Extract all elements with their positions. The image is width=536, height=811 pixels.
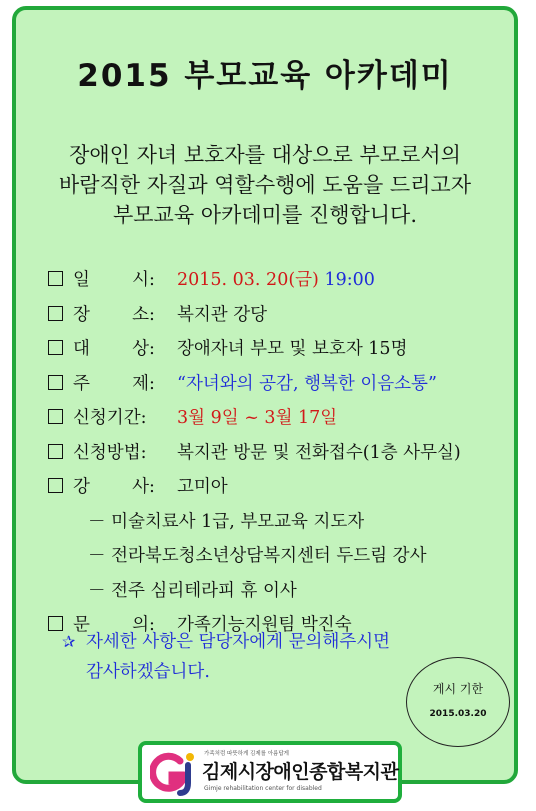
method-value: 복지관 방문 및 전화접수(1층 사무실) <box>177 442 461 463</box>
label-char: 의 <box>132 615 149 635</box>
gj-logo-icon <box>150 751 202 797</box>
checkbox-square-icon <box>48 478 63 493</box>
method-label: 신청방법 <box>73 442 141 463</box>
stamp-date: 2015.03.20 <box>429 709 487 719</box>
stamp-label: 게시 기한 <box>432 682 484 696</box>
label-char: 강 <box>73 477 90 497</box>
info-row-lecturer: 강 사 : 고미아 <box>48 470 498 505</box>
checkbox-square-icon <box>48 306 63 321</box>
date-value: 2015. 03. 20(금) <box>177 270 319 290</box>
logo-name: 김제시장애인종합복지관 <box>202 761 399 783</box>
checkbox-square-icon <box>48 375 63 390</box>
period-label: 신청기간 <box>73 408 141 428</box>
period-value: 3월 9일 ~ 3월 17일 <box>177 408 338 428</box>
info-row-place: 장 소 : 복지관 강당 <box>48 298 498 333</box>
topic-value: “자녀와의 공감, 행복한 이음소통” <box>177 373 437 394</box>
label-char: 제 <box>132 373 149 394</box>
label-char: 시 <box>132 270 149 290</box>
intro-line: 바람직한 자질과 역할수행에 도움을 드리고자 <box>58 173 472 197</box>
target-value: 장애자녀 부모 및 보호자 15명 <box>177 339 408 359</box>
label-char: 주 <box>73 373 90 394</box>
label-char: 상 <box>132 339 149 359</box>
place-value: 복지관 강당 <box>177 304 268 325</box>
label-char: 문 <box>73 615 90 635</box>
info-row-topic: 주 제 : “자녀와의 공감, 행복한 이음소통” <box>48 367 498 402</box>
lecturer-detail: － 전라북도청소년상담복지센터 두드림 강사 <box>88 546 427 566</box>
time-value: 19:00 <box>324 270 375 290</box>
checkbox-square-icon <box>48 271 63 286</box>
organization-logo <box>138 741 402 803</box>
info-row-target: 대 상 : 장애자녀 부모 및 보호자 15명 <box>48 332 498 367</box>
info-list <box>48 263 498 643</box>
info-row-date: 일 시 : 2015. 03. 20(금) 19:00 <box>48 263 498 298</box>
label-char: 일 <box>73 270 90 290</box>
lecturer-detail: － 전주 심리테라피 휴 이사 <box>88 580 297 601</box>
checkbox-square-icon <box>48 409 63 424</box>
info-row-period: 신청기간: 3월 9일 ~ 3월 17일 <box>48 401 498 436</box>
checkbox-square-icon <box>48 444 63 459</box>
label-char: 대 <box>73 339 90 359</box>
note-line: 자세한 사항은 담당자에게 문의해주시면 <box>86 632 391 652</box>
lecturer-detail: － 미술치료사 1급, 부모교육 지도자 <box>88 511 365 532</box>
poster-title: 2015 부모교육 아카데미 <box>77 58 453 94</box>
info-row-method: 신청방법: 복지관 방문 및 전화접수(1층 사무실) <box>48 436 498 471</box>
label-char: 장 <box>73 304 90 325</box>
note-line: 감사하겠습니다. <box>86 662 210 682</box>
checkbox-square-icon <box>48 616 63 631</box>
label-char: 사 <box>132 477 149 497</box>
note <box>62 627 390 687</box>
star-icon: ✰ <box>62 632 76 651</box>
checkbox-square-icon <box>48 340 63 355</box>
posting-deadline-stamp <box>406 657 510 747</box>
logo-tagline: 가족처럼 따뜻하게 김제를 아름답게 <box>204 751 289 757</box>
logo-english-name: Gimje rehabilitation center for disabled <box>204 785 322 792</box>
lecturer-value: 고미아 <box>177 477 228 497</box>
intro-text <box>26 140 504 230</box>
info-row-contact: 문 의 : 가족기능지원팀 박진숙 <box>48 608 498 643</box>
contact-value: 가족기능지원팀 박진숙 <box>177 615 352 635</box>
label-char: 소 <box>132 304 149 325</box>
intro-line: 장애인 자녀 보호자를 대상으로 부모로서의 <box>69 143 461 167</box>
intro-line: 부모교육 아카데미를 진행합니다. <box>112 203 418 227</box>
